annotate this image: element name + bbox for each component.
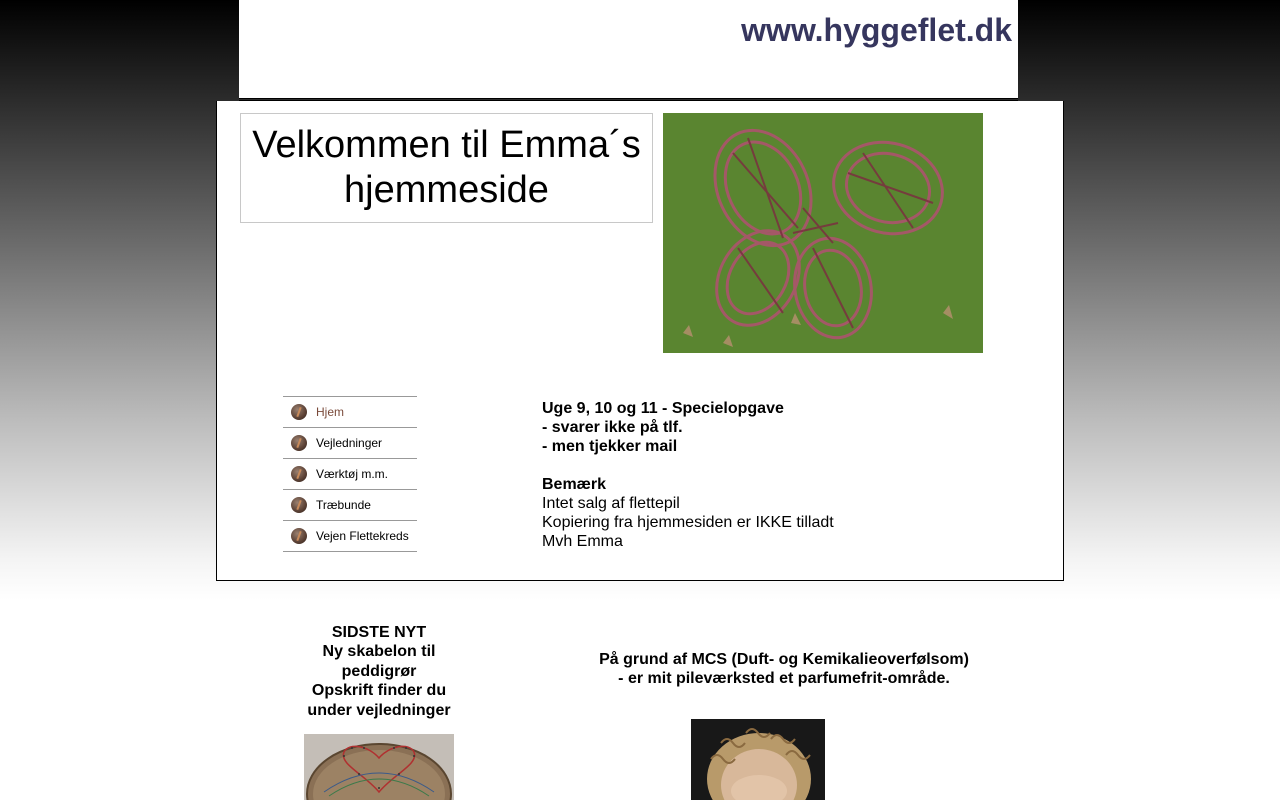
notice-line: Intet salg af flettepil [542,495,680,512]
nav-item-hjem[interactable] [283,397,417,428]
willow-bullet-icon [291,435,307,451]
notice-text [542,399,834,551]
nav-label: Træbunde [316,498,371,512]
willow-bullet-icon [291,404,307,420]
news-line: peddigrør [341,662,417,680]
nav-label: Vejledninger [316,436,383,450]
butterfly-image-art [663,113,983,353]
site-url[interactable]: www.hyggeflet.dk [741,12,1012,48]
news-line: Ny skabelon til [322,643,436,661]
news-line: under vejledninger [307,701,451,719]
notice-line: - men tjekker mail [542,438,678,455]
woven-willow-butterfly-image [663,113,983,353]
heart-template-art [304,734,454,800]
nav-label: Værktøj m.m. [316,467,388,481]
heart-template-image [304,734,454,800]
nav-item-vaerktoej[interactable] [283,459,417,490]
page-title-line2: hjemmeside [344,169,549,211]
nav-item-traebunde[interactable] [283,490,417,521]
portrait-art [691,719,825,800]
latest-news [290,623,468,720]
mcs-notice [584,650,984,688]
notice-heading: Bemærk [542,476,607,493]
notice-line: - svarer ikke på tlf. [542,419,683,436]
mcs-line: - er mit pileværksted et parfumefrit-område. [618,670,950,687]
nav-item-vejen-flettekreds[interactable] [283,521,417,552]
notice-signature: Mvh Emma [542,533,623,550]
news-line: Opskrift finder du [311,682,447,700]
nav-label: Hjem [316,405,345,419]
notice-spacer [542,456,834,475]
main-content [216,101,1064,581]
emma-portrait-image [691,719,825,800]
notice-line: Kopiering fra hjemmesiden er IKKE tilladt [542,514,834,531]
main-navigation [283,396,417,552]
nav-item-vejledninger[interactable] [283,428,417,459]
news-heading: SIDSTE NYT [331,624,427,641]
welcome-box [240,113,653,223]
willow-bullet-icon [291,528,307,544]
nav-label: Vejen Flettekreds [316,529,409,543]
mcs-line: På grund af MCS (Duft- og Kemikalieoverfølsom) [599,651,969,668]
notice-line: Uge 9, 10 og 11 - Specielopgave [542,400,784,417]
page-title-line1: Velkommen til Emma´s [252,124,641,166]
willow-bullet-icon [291,497,307,513]
header [239,0,1018,99]
willow-bullet-icon [291,466,307,482]
page-title [252,123,641,213]
